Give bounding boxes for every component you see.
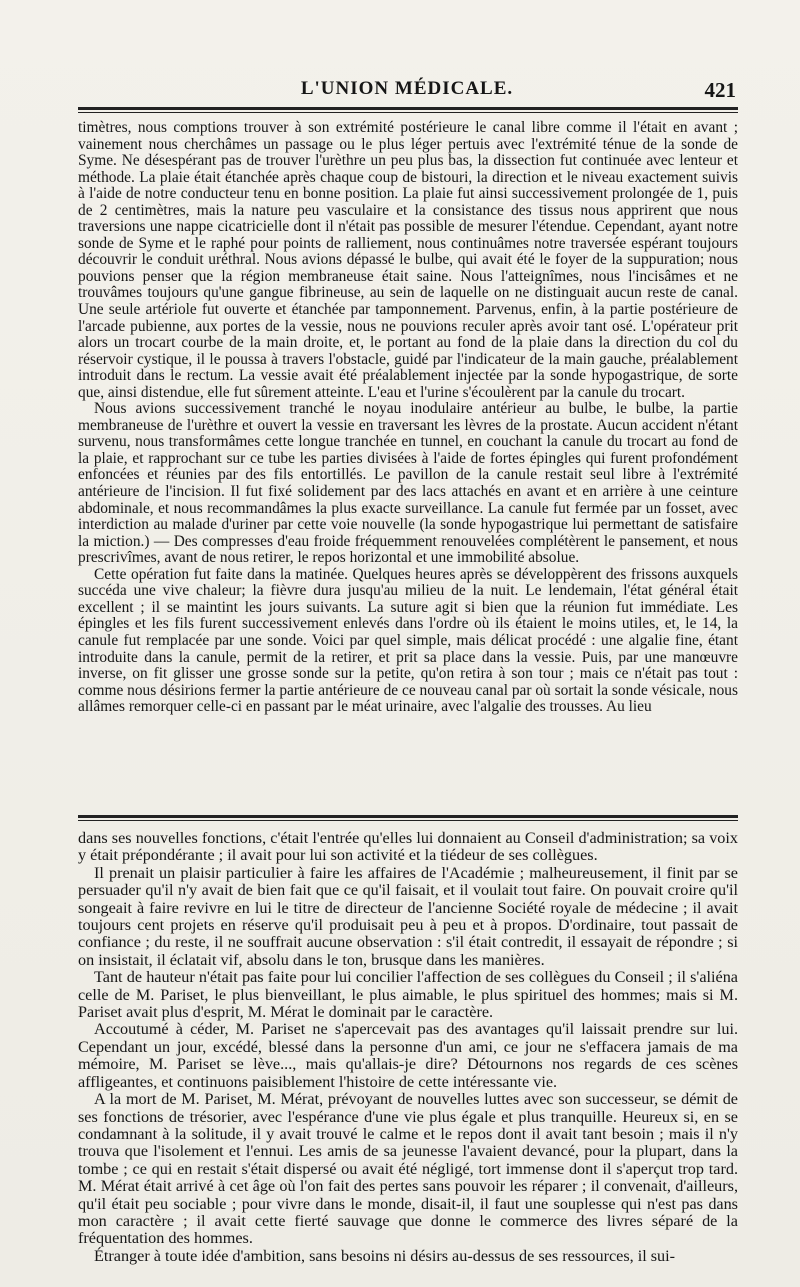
feuilleton-separator-thin: [78, 820, 738, 821]
feuilleton-body: [78, 830, 738, 1265]
article-paragraph: Nous avions successivement tranché le noyau inodulaire antérieur au bulbe, le bulbe, la partie membraneuse de l'urèthre et ouvert la vessie en traversant les lèvres de la prostate. Aucun accident n'étant survenu, nous transformâmes cette longue tranchée en tunnel, en couchant la canule du trocart au fond de la plaie, et rapprochant sur ce tube les parties divisées à l'aide de fortes épingles qui furent profondément enfoncées et réunies par des fils entortillés. Le pavillon de la canule restait seul libre à l'extrémité antérieure de l'incision. Il fut fixé solidement par des lacs attachés en avant et en arrière à une ceinture abdominale, et nous recommandâmes la plus exacte surveillance. La canule fut fermée par un fosset, avec interdiction au malade d'uriner par cette voie nouvelle (la sonde hypogastrique lui permettant de satisfaire la miction.) — Des compresses d'eau froide fréquemment renouvelées complétèrent le pansement, et nous prescrivîmes, avant de nous retirer, le repos horizontal et une immobilité absolue.: [78, 400, 738, 567]
feuilleton-paragraph: A la mort de M. Pariset, M. Mérat, prévoyant de nouvelles luttes avec son successeur, se démit de ses fonctions de trésorier, avec l'espérance d'une vie plus égale et plus tranquille. Heureux si, en se condamnant à la solitude, il y avait trouvé le calme et le repos dont il avait tant besoin ; mais il n'y trouva que l'isolement et l'ennui. Les amis de sa jeunesse l'avaient devancé, pour la plupart, dans la tombe ; ce qui en restait s'était dispersé ou avait été négligé, tort immense dont il s'aperçut trop tard. M. Mérat était arrivé à cet âge où l'on fait des pertes sans pouvoir les réparer ; il convenait, d'ailleurs, qu'il était peu sociable ; pour vivre dans le monde, disait-il, il faut une souplesse qui n'est pas dans mon caractère ; il avait cette fierté sauvage que donne le commerce des livres séparé de la fréquentation des hommes.: [78, 1090, 738, 1248]
feuilleton-separator-thick: [78, 815, 738, 818]
article-body: [78, 120, 738, 716]
article-paragraph: Cette opération fut faite dans la matinée. Quelques heures après se développèrent des frissons auxquels succéda une vive chaleur; la fièvre dura jusqu'au milieu de la nuit. Le lendemain, l'état général était excellent ; il se maintint les jours suivants. La suture agit si bien que la réunion fut immédiate. Les épingles et les fils furent successivement enlevés dans l'ordre où ils étaient le moins utiles, et, le 14, la canule fut remplacée par une sonde. Voici par quel simple, mais délicat procédé : une algalie fine, étant introduite dans la canule, permit de la retirer, et prit sa place dans la vessie. Puis, par une manœuvre inverse, on fit glisser une grosse sonde sur la petite, qu'on retira à son tour ; mais ce n'était pas tout : comme nous désirions fermer la partie antérieure de ce nouveau canal par où sortait la sonde vésicale, nous allâmes remorquer celle-ci en passant par le méat urinaire, avec l'algalie des trousses. Au lieu: [78, 565, 738, 716]
feuilleton-paragraph: dans ses nouvelles fonctions, c'était l'entrée qu'elles lui donnaient au Conseil d'administration; sa voix y était prépondérante ; il avait pour lui son activité et la tiédeur de ses collègues.: [78, 829, 738, 865]
article-paragraph: timètres, nous comptions trouver à son extrémité postérieure le canal libre comme il l'était en avant ; vainement nous cherchâmes un passage ou le plus léger pertuis avec l'extrémité ténue de la sonde de Syme. Ne désespérant pas de trouver l'urèthre un peu plus bas, la dissection fut continuée avec lenteur et méthode. La plaie était étanchée après chaque coup de bistouri, la direction et le niveau exactement suivis à l'aide de notre conducteur tenu en bonne position. La plaie fut ainsi successivement prolongée de 1, puis de 2 centimètres, mais la nature peu vasculaire et la consistance des tissus nous apprirent que nous traversions une nappe cicatricielle dont il n'était pas possible de mesurer l'étendue. Cependant, ayant notre sonde de Syme et le raphé pour points de ralliement, nous continuâmes notre traversée espérant toujours découvrir le conduit uréthral. Nous avions dépassé le bulbe, qui avait été le foyer de la suppuration; nous pouvions penser que la région membraneuse était saine. Nous l'atteignîmes, nous l'incisâmes et ne trouvâmes toujours qu'une gangue fibrineuse, au sein de laquelle on ne distinguait aucun reste de canal. Une seule artériole fut ouverte et étanchée par tamponnement. Parvenus, enfin, à la partie postérieure de l'arcade pubienne, aux portes de la vessie, nous ne pouvions reculer après avoir tant osé. L'opérateur prit alors un trocart courbe de la main droite, et, le portant au fond de la plaie dans la direction du col du réservoir cystique, il le poussa à travers l'obstacle, guidé par l'indicateur de la main gauche, préalablement introduit dans le rectum. La vessie avait été préalablement injectée par la sonde hypogastrique, de sorte que, ainsi distendue, elle fut sûrement atteinte. L'eau et l'urine s'écoulèrent par la canule du trocart.: [78, 119, 738, 401]
feuilleton-paragraph: Tant de hauteur n'était pas faite pour lui concilier l'affection de ses collègues du Conseil ; il s'aliéna celle de M. Pariset, le plus bienveillant, le plus aimable, le plus spirituel des hommes; mais si M. Pariset avait plus d'esprit, M. Mérat le dominait par le caractère.: [78, 968, 738, 1022]
page-number: 421: [704, 78, 736, 102]
feuilleton-paragraph: Il prenait un plaisir particulier à faire les affaires de l'Académie ; malheureusement, il finit par se persuader qu'il n'y avait de bien fait que ce qu'il faisait, et il voulait tout faire. On pouvait croire qu'il songeait à faire revivre en lui le titre de directeur de l'ancienne Société royale de médecine ; il avait toujours cent projets en réserve qu'il produisait peu à peu et à propos. D'ordinaire, tout passait de confiance ; du reste, il ne souffrait aucune observation : s'il était contredit, il essayait de répondre ; si on insistait, il éclatait vif, absolu dans le ton, brusque dans les manières.: [78, 863, 738, 969]
page-header: [78, 78, 736, 104]
header-rule-thin: [78, 112, 738, 113]
feuilleton-paragraph: Accoutumé à céder, M. Pariset ne s'apercevait pas des avantages qu'il laissait prendre sur lui. Cependant un jour, excédé, blessé dans la personne d'un ami, ce jour ne s'effacera jamais de ma mémoire, M. Pariset se lève..., mais qu'allais-je dire? Détournons nos regards de ces scènes affligeantes, et continuons paisiblement l'histoire de cette intéressante vie.: [78, 1020, 738, 1091]
running-title: L'UNION MÉDICALE.: [300, 78, 514, 99]
feuilleton-paragraph: Étranger à toute idée d'ambition, sans besoins ni désirs au-dessus de ses ressources, il sui-: [94, 1246, 676, 1265]
header-rule-thick: [78, 107, 738, 110]
